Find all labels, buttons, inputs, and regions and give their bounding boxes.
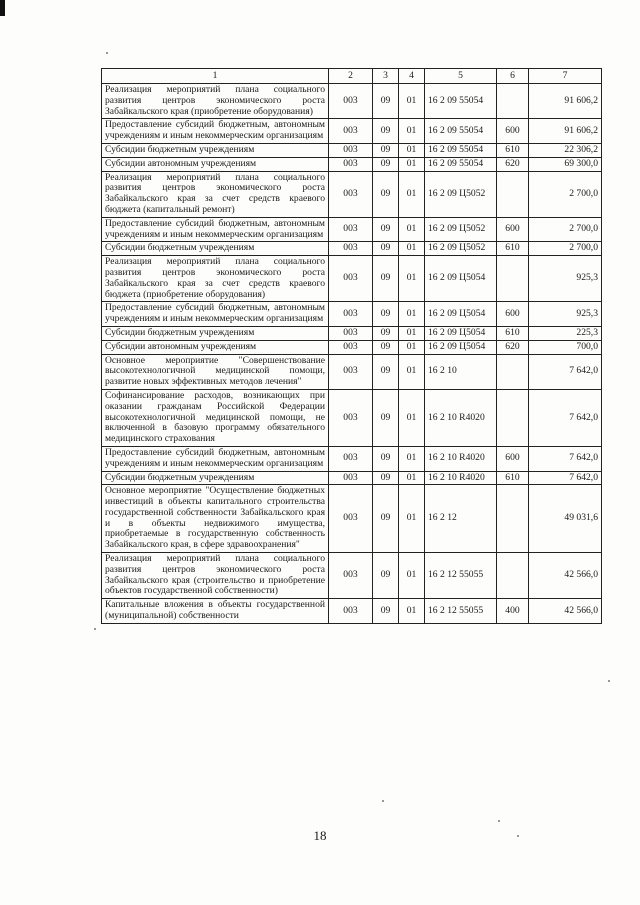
row-name-cell: Реализация мероприятий плана социального развития центров экономического роста Забайкальского края (приобретение оборудования) (102, 84, 329, 119)
subsection-code-cell: 01 (399, 471, 425, 485)
target-article-cell: 16 2 09 Ц5054 (425, 256, 497, 302)
ministry-code-cell: 003 (329, 485, 373, 553)
ministry-code-cell: 003 (329, 84, 373, 119)
expense-type-cell (497, 171, 529, 217)
target-article-cell: 16 2 09 55054 (425, 157, 497, 171)
row-name-cell: Субсидии автономным учреждениям (102, 340, 329, 354)
ministry-code-cell: 003 (329, 326, 373, 340)
expense-type-cell: 600 (497, 217, 529, 242)
section-code-cell: 09 (373, 119, 399, 144)
expense-type-cell: 610 (497, 242, 529, 256)
table-row (102, 471, 602, 485)
row-name-cell: Основное мероприятие "Совершенствование высокотехнологичной медицинской помощи, развитие новых эффективных методов лечения" (102, 354, 329, 389)
subsection-code-cell: 01 (399, 326, 425, 340)
amount-cell: 49 031,6 (529, 485, 602, 553)
row-name-cell: Софинансирование расходов, возникающих при оказании гражданам Российской Федерации высокотехнологичной медицинской помощи, не включенной в базовую программу обязательного медицинского страхования (102, 389, 329, 446)
table-row (102, 302, 602, 327)
section-code-cell: 09 (373, 471, 399, 485)
scan-speck (498, 820, 500, 822)
section-code-cell: 09 (373, 485, 399, 553)
ministry-code-cell: 003 (329, 389, 373, 446)
amount-cell: 7 642,0 (529, 389, 602, 446)
subsection-code-cell: 01 (399, 485, 425, 553)
amount-cell: 925,3 (529, 256, 602, 302)
table-row (102, 599, 602, 624)
ministry-code-cell: 003 (329, 599, 373, 624)
subsection-code-cell: 01 (399, 553, 425, 599)
table-row (102, 354, 602, 389)
expense-type-cell (497, 485, 529, 553)
row-name-cell: Реализация мероприятий плана социального развития центров экономического роста Забайкальского края (строительство и приобретение объектов государственной собственности) (102, 553, 329, 599)
ministry-code-cell: 003 (329, 119, 373, 144)
section-code-cell: 09 (373, 599, 399, 624)
amount-cell: 925,3 (529, 302, 602, 327)
ministry-code-cell: 003 (329, 354, 373, 389)
ministry-code-cell: 003 (329, 256, 373, 302)
subsection-code-cell: 01 (399, 599, 425, 624)
scan-speck (608, 680, 610, 682)
ministry-code-cell: 003 (329, 171, 373, 217)
ministry-code-cell: 003 (329, 242, 373, 256)
table-row (102, 340, 602, 354)
amount-cell: 91 606,2 (529, 84, 602, 119)
col-header: 7 (529, 69, 602, 84)
expense-type-cell (497, 84, 529, 119)
amount-cell: 2 700,0 (529, 242, 602, 256)
expense-type-cell: 620 (497, 157, 529, 171)
amount-cell: 2 700,0 (529, 217, 602, 242)
amount-cell: 7 642,0 (529, 471, 602, 485)
table-row (102, 171, 602, 217)
section-code-cell: 09 (373, 242, 399, 256)
amount-cell: 700,0 (529, 340, 602, 354)
row-name-cell: Субсидии бюджетным учреждениям (102, 143, 329, 157)
amount-cell: 42 566,0 (529, 553, 602, 599)
table-row (102, 119, 602, 144)
expense-type-cell (497, 354, 529, 389)
target-article-cell: 16 2 09 Ц5054 (425, 340, 497, 354)
amount-cell: 2 700,0 (529, 171, 602, 217)
table-row (102, 256, 602, 302)
row-name-cell: Капитальные вложения в объекты государственной (муниципальной) собственности (102, 599, 329, 624)
amount-cell: 91 606,2 (529, 119, 602, 144)
ministry-code-cell: 003 (329, 553, 373, 599)
subsection-code-cell: 01 (399, 446, 425, 471)
table-body (102, 84, 602, 624)
section-code-cell: 09 (373, 553, 399, 599)
target-article-cell: 16 2 10 (425, 354, 497, 389)
target-article-cell: 16 2 09 55054 (425, 143, 497, 157)
row-name-cell: Субсидии бюджетным учреждениям (102, 242, 329, 256)
section-code-cell: 09 (373, 217, 399, 242)
amount-cell: 69 300,0 (529, 157, 602, 171)
subsection-code-cell: 01 (399, 119, 425, 144)
table-row (102, 217, 602, 242)
row-name-cell: Предоставление субсидий бюджетным, автономным учреждениям и иным некоммерческим организациям (102, 302, 329, 327)
expense-type-cell: 610 (497, 143, 529, 157)
amount-cell: 7 642,0 (529, 354, 602, 389)
ministry-code-cell: 003 (329, 217, 373, 242)
col-header: 5 (425, 69, 497, 84)
section-code-cell: 09 (373, 446, 399, 471)
table-row (102, 143, 602, 157)
scan-speck (106, 52, 108, 54)
ministry-code-cell: 003 (329, 143, 373, 157)
target-article-cell: 16 2 10 R4020 (425, 446, 497, 471)
row-name-cell: Субсидии бюджетным учреждениям (102, 326, 329, 340)
target-article-cell: 16 2 10 R4020 (425, 471, 497, 485)
section-code-cell: 09 (373, 143, 399, 157)
col-header: 3 (373, 69, 399, 84)
expense-type-cell: 600 (497, 446, 529, 471)
row-name-cell: Реализация мероприятий плана социального развития центров экономического роста Забайкальского края за счет средств краевого бюджета (приобретение оборудования) (102, 256, 329, 302)
col-header: 4 (399, 69, 425, 84)
ministry-code-cell: 003 (329, 471, 373, 485)
target-article-cell: 16 2 09 Ц5054 (425, 326, 497, 340)
ministry-code-cell: 003 (329, 302, 373, 327)
row-name-cell: Субсидии автономным учреждениям (102, 157, 329, 171)
subsection-code-cell: 01 (399, 302, 425, 327)
row-name-cell: Основное мероприятие "Осуществление бюджетных инвестиций в объекты капитального строительства государственной собственности Забайкальского края и в объекты недвижимого имущества, приобретаемые в государственную собственность Забайкальского края, в сфере здравоохранения" (102, 485, 329, 553)
col-header: 6 (497, 69, 529, 84)
expense-type-cell: 620 (497, 340, 529, 354)
table-row (102, 485, 602, 553)
section-code-cell: 09 (373, 389, 399, 446)
subsection-code-cell: 01 (399, 143, 425, 157)
table-row (102, 446, 602, 471)
amount-cell: 7 642,0 (529, 446, 602, 471)
scan-speck (382, 800, 384, 802)
subsection-code-cell: 01 (399, 354, 425, 389)
section-code-cell: 09 (373, 256, 399, 302)
table-row (102, 84, 602, 119)
expense-type-cell (497, 256, 529, 302)
col-header: 1 (102, 69, 329, 84)
amount-cell: 225,3 (529, 326, 602, 340)
page-number: 18 (313, 828, 327, 843)
target-article-cell: 16 2 09 55054 (425, 119, 497, 144)
expense-type-cell: 610 (497, 471, 529, 485)
table-row (102, 389, 602, 446)
amount-cell: 42 566,0 (529, 599, 602, 624)
expense-type-cell (497, 553, 529, 599)
scan-edge-mark (0, 0, 5, 16)
subsection-code-cell: 01 (399, 171, 425, 217)
expense-type-cell: 610 (497, 326, 529, 340)
table-row (102, 553, 602, 599)
section-code-cell: 09 (373, 157, 399, 171)
budget-table (101, 68, 602, 624)
row-name-cell: Субсидии бюджетным учреждениям (102, 471, 329, 485)
subsection-code-cell: 01 (399, 217, 425, 242)
section-code-cell: 09 (373, 302, 399, 327)
subsection-code-cell: 01 (399, 256, 425, 302)
row-name-cell: Предоставление субсидий бюджетным, автономным учреждениям и иным некоммерческим организациям (102, 217, 329, 242)
row-name-cell: Предоставление субсидий бюджетным, автономным учреждениям и иным некоммерческим организациям (102, 446, 329, 471)
col-header: 2 (329, 69, 373, 84)
section-code-cell: 09 (373, 340, 399, 354)
amount-cell: 22 306,2 (529, 143, 602, 157)
target-article-cell: 16 2 12 (425, 485, 497, 553)
target-article-cell: 16 2 09 Ц5052 (425, 171, 497, 217)
target-article-cell: 16 2 09 Ц5054 (425, 302, 497, 327)
expense-type-cell: 600 (497, 302, 529, 327)
target-article-cell: 16 2 12 55055 (425, 553, 497, 599)
section-code-cell: 09 (373, 354, 399, 389)
row-name-cell: Предоставление субсидий бюджетным, автономным учреждениям и иным некоммерческим организациям (102, 119, 329, 144)
section-code-cell: 09 (373, 171, 399, 217)
expense-type-cell: 400 (497, 599, 529, 624)
ministry-code-cell: 003 (329, 446, 373, 471)
scan-speck (94, 628, 96, 630)
target-article-cell: 16 2 12 55055 (425, 599, 497, 624)
expense-type-cell (497, 389, 529, 446)
expense-type-cell: 600 (497, 119, 529, 144)
target-article-cell: 16 2 09 Ц5052 (425, 242, 497, 256)
section-code-cell: 09 (373, 326, 399, 340)
table-row (102, 326, 602, 340)
section-code-cell: 09 (373, 84, 399, 119)
ministry-code-cell: 003 (329, 340, 373, 354)
subsection-code-cell: 01 (399, 389, 425, 446)
target-article-cell: 16 2 09 55054 (425, 84, 497, 119)
table-row (102, 157, 602, 171)
target-article-cell: 16 2 10 R4020 (425, 389, 497, 446)
subsection-code-cell: 01 (399, 340, 425, 354)
ministry-code-cell: 003 (329, 157, 373, 171)
table-row (102, 242, 602, 256)
target-article-cell: 16 2 09 Ц5052 (425, 217, 497, 242)
header-row (102, 69, 602, 84)
row-name-cell: Реализация мероприятий плана социального развития центров экономического роста Забайкальского края за счет средств краевого бюджета (капитальный ремонт) (102, 171, 329, 217)
subsection-code-cell: 01 (399, 242, 425, 256)
subsection-code-cell: 01 (399, 157, 425, 171)
subsection-code-cell: 01 (399, 84, 425, 119)
